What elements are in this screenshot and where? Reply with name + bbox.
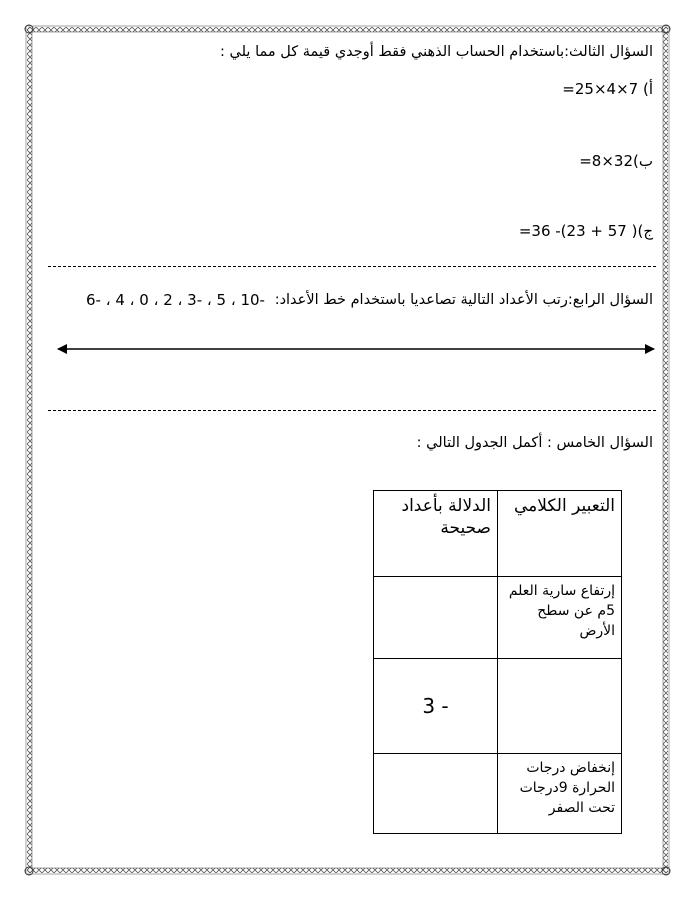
question-4-numbers: -10 ، 5 ، -3 ، 2 ، 0 ، 4 ، -6	[86, 291, 265, 309]
table-cell: إنخفاض درجات الحرارة 9درجات تحت الصفر	[498, 754, 622, 834]
table-row	[374, 659, 622, 754]
table-header-row	[374, 491, 622, 577]
table-cell: إرتفاع سارية العلم 5م عن سطح الأرض	[498, 577, 622, 659]
number-line	[56, 341, 656, 357]
table-cell[interactable]	[498, 659, 622, 754]
section-divider	[48, 266, 656, 267]
question-3-item-b: ب)32×8=	[579, 152, 653, 170]
table-header-cell: التعبير الكلامي	[498, 491, 622, 577]
question-3-item-a: أ) 7×4×25=	[562, 80, 653, 98]
integers-table	[373, 490, 622, 834]
table-row	[374, 754, 622, 834]
question-3-title: السؤال الثالث:باستخدام الحساب الذهني فقط أوجدي قيمة كل مما يلي :	[220, 44, 653, 60]
table-cell[interactable]	[374, 577, 498, 659]
table-header-cell: الدلالة بأعداد صحيحة	[374, 491, 498, 577]
question-3-item-c: ج)( 57 + 23)- 36=	[518, 222, 653, 240]
table-cell[interactable]	[374, 754, 498, 834]
table-cell: - 3	[374, 659, 498, 754]
section-divider	[48, 410, 656, 411]
question-5-title: السؤال الخامس : أكمل الجدول التالي :	[416, 435, 653, 451]
question-4-title: السؤال الرابع:رتب الأعداد التالية تصاعديا باستخدام خط الأعداد:	[274, 292, 653, 308]
table-row	[374, 577, 622, 659]
